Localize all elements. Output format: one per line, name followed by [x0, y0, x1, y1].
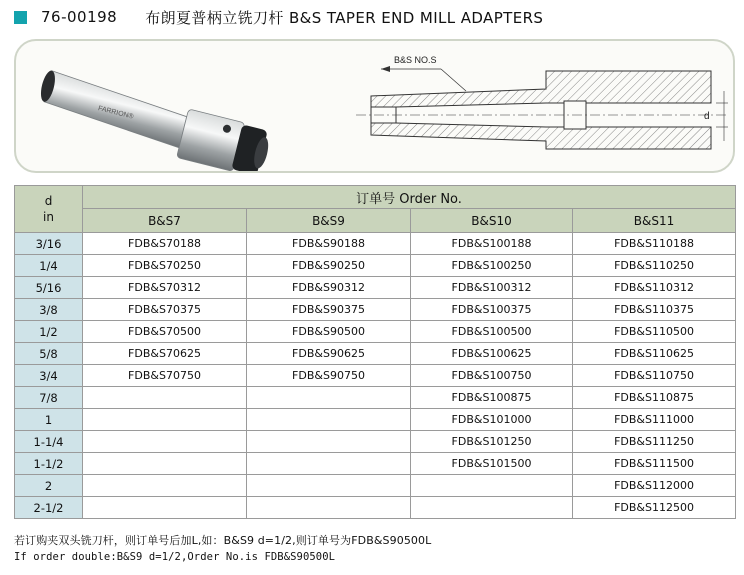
order-number-cell: FDB&S101250: [411, 431, 573, 453]
order-number-cell: [83, 453, 247, 475]
d-size-cell: 7/8: [15, 387, 83, 409]
column-header-bs9: B&S9: [247, 209, 411, 233]
note-english: If order double:B&S9 d=1/2,Order No.is FDB&S90500L: [14, 551, 336, 563]
order-number-cell: [83, 475, 247, 497]
order-number-cell: FDB&S110875: [573, 387, 736, 409]
table-row: [15, 475, 736, 497]
table-row: [15, 321, 736, 343]
order-number-cell: FDB&S101000: [411, 409, 573, 431]
d-header-symbol: d: [44, 194, 53, 208]
d-size-cell: 1/4: [15, 255, 83, 277]
order-number-cell: FDB&S90312: [247, 277, 411, 299]
order-number-cell: FDB&S70750: [83, 365, 247, 387]
d-size-cell: 1: [15, 409, 83, 431]
order-number-cell: [83, 387, 247, 409]
order-number-cell: FDB&S70625: [83, 343, 247, 365]
table-row: [15, 453, 736, 475]
product-code: 76-00198: [41, 8, 118, 26]
table-row: [15, 277, 736, 299]
order-number-cell: FDB&S111500: [573, 453, 736, 475]
order-table: [14, 185, 736, 519]
order-number-cell: [247, 497, 411, 519]
order-number-cell: FDB&S70312: [83, 277, 247, 299]
taper-label: B&S NO.S: [394, 55, 437, 65]
order-number-cell: FDB&S70500: [83, 321, 247, 343]
order-number-cell: [247, 453, 411, 475]
order-number-cell: [247, 409, 411, 431]
table-row: [15, 431, 736, 453]
page-header: [14, 6, 543, 28]
order-number-cell: [247, 475, 411, 497]
order-number-cell: FDB&S110750: [573, 365, 736, 387]
order-number-cell: [411, 475, 573, 497]
order-number-cell: FDB&S111250: [573, 431, 736, 453]
product-figure-panel: [14, 39, 735, 173]
product-title: 布朗夏普柄立铣刀杆 B&S TAPER END MILL ADAPTERS: [145, 8, 544, 27]
order-number-cell: FDB&S110625: [573, 343, 736, 365]
order-number-cell: FDB&S90750: [247, 365, 411, 387]
order-number-cell: FDB&S100188: [411, 233, 573, 255]
order-number-cell: FDB&S90375: [247, 299, 411, 321]
order-number-cell: FDB&S90188: [247, 233, 411, 255]
order-number-cell: FDB&S100750: [411, 365, 573, 387]
order-number-cell: FDB&S110312: [573, 277, 736, 299]
d-size-cell: 3/8: [15, 299, 83, 321]
order-number-cell: FDB&S110375: [573, 299, 736, 321]
d-size-cell: 2: [15, 475, 83, 497]
order-number-cell: FDB&S100250: [411, 255, 573, 277]
brand-mark: FARRION®: [97, 105, 135, 121]
order-number-cell: [83, 431, 247, 453]
d-size-cell: 1/2: [15, 321, 83, 343]
d-size-cell: 5/8: [15, 343, 83, 365]
d-size-cell: 5/16: [15, 277, 83, 299]
column-header-bs7: B&S7: [83, 209, 247, 233]
d-size-cell: 1-1/2: [15, 453, 83, 475]
table-row: [15, 343, 736, 365]
order-number-cell: FDB&S100500: [411, 321, 573, 343]
d-size-cell: 3/4: [15, 365, 83, 387]
order-number-cell: FDB&S101500: [411, 453, 573, 475]
d-header-unit: in: [43, 210, 54, 224]
order-number-cell: FDB&S110250: [573, 255, 736, 277]
order-number-cell: FDB&S112500: [573, 497, 736, 519]
table-row: [15, 255, 736, 277]
table-row: [15, 409, 736, 431]
d-column-header: [15, 186, 83, 233]
order-number-cell: FDB&S100625: [411, 343, 573, 365]
diameter-label: d: [704, 111, 710, 122]
order-number-cell: [83, 497, 247, 519]
order-number-cell: [411, 497, 573, 519]
order-number-cell: FDB&S110500: [573, 321, 736, 343]
technical-drawing: [356, 66, 728, 149]
table-row: [15, 365, 736, 387]
order-number-cell: FDB&S70188: [83, 233, 247, 255]
table-row: [15, 387, 736, 409]
table-row: [15, 497, 736, 519]
adapter-photo: [33, 69, 274, 171]
d-size-cell: 3/16: [15, 233, 83, 255]
order-number-cell: [247, 387, 411, 409]
order-number-cell: FDB&S70375: [83, 299, 247, 321]
d-size-cell: 2-1/2: [15, 497, 83, 519]
column-header-bs10: B&S10: [411, 209, 573, 233]
order-number-cell: FDB&S112000: [573, 475, 736, 497]
table-row: [15, 299, 736, 321]
order-table-body: [15, 233, 736, 519]
order-number-cell: FDB&S100312: [411, 277, 573, 299]
order-number-cell: FDB&S100875: [411, 387, 573, 409]
order-number-cell: [83, 409, 247, 431]
accent-square-icon: [14, 11, 27, 24]
order-number-cell: FDB&S90625: [247, 343, 411, 365]
order-number-cell: [247, 431, 411, 453]
order-number-cell: FDB&S111000: [573, 409, 736, 431]
d-size-cell: 1-1/4: [15, 431, 83, 453]
product-illustration: [16, 41, 733, 171]
note-chinese: 若订购夹双头铣刀杆，则订单号后加L,如：B&S9 d=1/2,则订单号为FDB&S90500L: [14, 534, 432, 547]
order-number-cell: FDB&S90250: [247, 255, 411, 277]
order-number-cell: FDB&S70250: [83, 255, 247, 277]
order-number-header: 订单号 Order No.: [83, 186, 736, 209]
order-number-cell: FDB&S110188: [573, 233, 736, 255]
table-row: [15, 233, 736, 255]
column-header-bs11: B&S11: [573, 209, 736, 233]
order-number-cell: FDB&S90500: [247, 321, 411, 343]
order-number-cell: FDB&S100375: [411, 299, 573, 321]
